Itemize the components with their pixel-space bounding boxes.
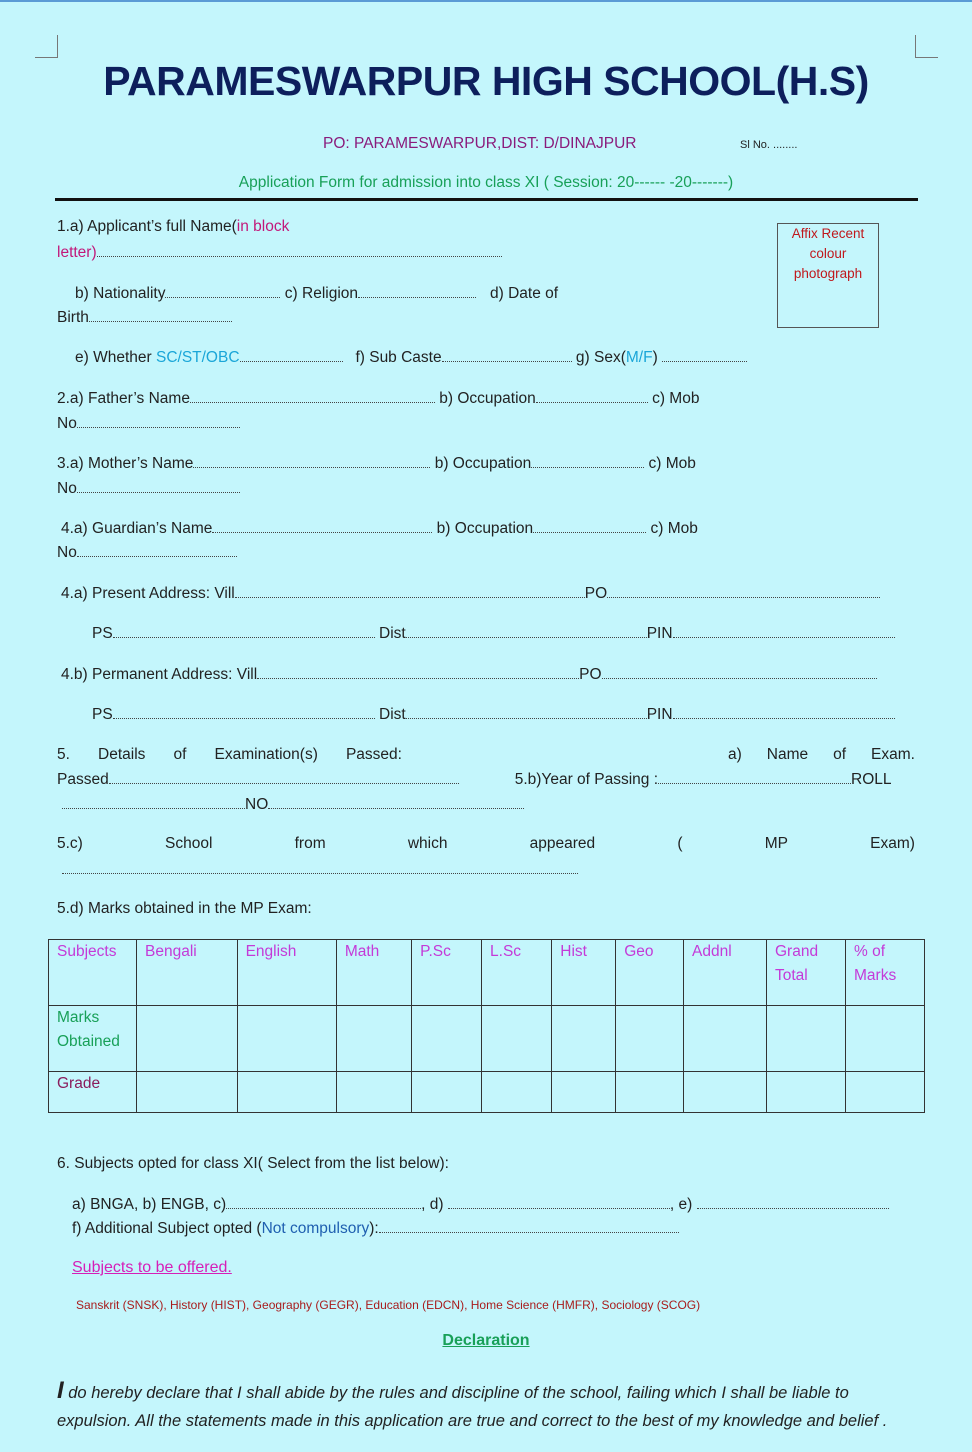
present-ps-line: [92, 623, 895, 644]
guardian-mob-line: [57, 542, 237, 563]
label: g) Sex(: [575, 349, 626, 366]
mother-mob-field[interactable]: [77, 478, 240, 493]
marks-table: [48, 939, 925, 1113]
cell[interactable]: [336, 1072, 411, 1113]
word: 5.c): [57, 835, 83, 852]
header-cell: Addnl: [684, 940, 767, 1006]
nationality-field[interactable]: [165, 283, 280, 298]
word: 5.: [57, 746, 70, 763]
father-mob-field[interactable]: [77, 413, 240, 428]
photo-label: colour: [809, 246, 847, 261]
subject-c-field[interactable]: [226, 1194, 421, 1209]
subject-d-field[interactable]: [448, 1194, 670, 1209]
label: 3.a) Mother’s Name: [57, 455, 194, 472]
header-cell: P.Sc: [412, 940, 482, 1006]
word: which: [407, 835, 448, 852]
cell[interactable]: [237, 1072, 336, 1113]
header-cell: Hist: [552, 940, 616, 1006]
label: Dist: [379, 625, 406, 642]
table-row: [49, 1006, 925, 1072]
word: Name: [766, 746, 809, 763]
form-subtitle: Application Form for admission into class XI ( Session: 20------ -20-------): [238, 174, 734, 191]
subject-e-field[interactable]: [697, 1194, 889, 1209]
corner-mark: [35, 35, 58, 58]
caste-category-field[interactable]: [240, 347, 343, 362]
row-label: Marks Obtained: [49, 1006, 137, 1072]
cell[interactable]: [552, 1072, 616, 1113]
label: c) Religion: [284, 285, 359, 302]
subjects-offered-list: Sanskrit (SNSK), History (HIST), Geography (GEGR), Education (EDCN), Home Science (HMFR), Sociology (SCOG): [76, 1298, 701, 1312]
q1efg-line: [75, 347, 747, 368]
q6-title: 6. Subjects opted for class XI( Select from the list below):: [57, 1155, 449, 1172]
label: d) Date of: [490, 285, 559, 302]
present-address-line: [61, 583, 880, 604]
label: ROLL: [851, 771, 892, 788]
header-cell: % of Marks: [846, 940, 925, 1006]
q5-heading: [57, 745, 402, 765]
father-name-field[interactable]: [190, 388, 435, 403]
father-line: [57, 388, 699, 409]
header-cell: Subjects: [49, 940, 137, 1006]
additional-subject-field[interactable]: [379, 1218, 679, 1233]
dob-field[interactable]: [89, 307, 232, 322]
permanent-dist-field[interactable]: [406, 704, 647, 719]
q1a-line: [57, 217, 289, 237]
cell[interactable]: [684, 1006, 767, 1072]
name-field[interactable]: [97, 242, 502, 257]
permanent-po-field[interactable]: [602, 664, 877, 679]
school-title: PARAMESWARPUR HIGH SCHOOL(H.S): [103, 58, 869, 104]
cell[interactable]: [846, 1006, 925, 1072]
word: Passed:: [345, 746, 402, 763]
present-ps-field[interactable]: [113, 623, 375, 638]
cell[interactable]: [616, 1006, 684, 1072]
word: a): [728, 746, 742, 763]
label: No: [57, 480, 77, 497]
word: School: [165, 835, 213, 852]
label: ): [652, 349, 658, 366]
header-rule: [55, 198, 918, 201]
word: Details: [98, 746, 146, 763]
exam-name-field[interactable]: [109, 769, 459, 784]
present-pin-field[interactable]: [673, 623, 895, 638]
guardian-occupation-field[interactable]: [533, 518, 646, 533]
label: 4.b) Permanent Address: Vill: [61, 666, 258, 683]
birth-line: [57, 307, 232, 328]
mother-mob-line: [57, 478, 240, 499]
q6-subjects-line: [72, 1194, 889, 1215]
label: f) Sub Caste: [355, 349, 442, 366]
mother-name-field[interactable]: [193, 453, 430, 468]
q5d-label: 5.d) Marks obtained in the MP Exam:: [57, 900, 312, 917]
serial-number: Sl No. ........: [740, 139, 798, 151]
religion-field[interactable]: [358, 283, 476, 298]
cell[interactable]: [552, 1006, 616, 1072]
top-border: [0, 0, 972, 2]
word: of: [173, 746, 187, 763]
permanent-pin-field[interactable]: [673, 704, 895, 719]
cell[interactable]: [482, 1072, 552, 1113]
label: No: [57, 415, 77, 432]
label: e) Whether: [75, 349, 156, 366]
declaration-text: [57, 1377, 902, 1435]
word: appeared: [529, 835, 596, 852]
school-address: PO: PARAMESWARPUR,DIST: D/DINAJPUR: [323, 135, 637, 152]
word: from: [294, 835, 326, 852]
sex-field[interactable]: [662, 347, 747, 362]
label: b) Occupation: [439, 390, 536, 407]
photo-label: photograph: [793, 266, 863, 281]
permanent-vill-field[interactable]: [257, 664, 579, 679]
q6f-line: [72, 1218, 679, 1239]
present-po-field[interactable]: [607, 583, 880, 598]
hint: in block: [236, 218, 290, 235]
q5-passed-line: [57, 769, 892, 790]
cell[interactable]: [767, 1072, 846, 1113]
school-line: [62, 859, 578, 880]
label: Dist: [379, 706, 406, 723]
q5a-heading: [728, 745, 915, 765]
label: PIN: [646, 625, 673, 642]
word: Exam.: [871, 746, 915, 763]
label: c) Mob: [652, 390, 700, 407]
q1bcd-line: [75, 283, 558, 304]
cell[interactable]: [482, 1006, 552, 1072]
present-vill-field[interactable]: [235, 583, 585, 598]
header-cell: English: [237, 940, 336, 1006]
permanent-address-line: [61, 664, 877, 685]
permanent-ps-line: [92, 704, 895, 725]
label: PS: [92, 625, 113, 642]
word: Exam): [870, 835, 915, 852]
header-cell: L.Sc: [482, 940, 552, 1006]
photo-label: Affix Recent: [791, 226, 865, 241]
corner-mark: [915, 35, 938, 58]
label: PO: [579, 666, 602, 683]
cell[interactable]: [616, 1072, 684, 1113]
label: ):: [369, 1220, 379, 1237]
q5c-line: [57, 834, 915, 854]
label: b) Occupation: [434, 455, 532, 472]
cell[interactable]: [336, 1006, 411, 1072]
cell[interactable]: [137, 1006, 238, 1072]
guardian-mob-field[interactable]: [77, 542, 237, 557]
label: , e): [669, 1196, 693, 1213]
label: PIN: [646, 706, 673, 723]
permanent-ps-field[interactable]: [113, 704, 375, 719]
label: PO: [584, 585, 608, 602]
label: a) BNGA, b) ENGB, c): [72, 1196, 227, 1213]
header-cell: Geo: [616, 940, 684, 1006]
label: 2.a) Father’s Name: [57, 390, 190, 407]
guardian-line: [61, 518, 698, 539]
label: Passed: [57, 771, 109, 788]
label: Birth: [57, 309, 89, 326]
guardian-name-field[interactable]: [212, 518, 432, 533]
father-mob-line: [57, 413, 240, 434]
cell[interactable]: [684, 1072, 767, 1113]
label: 1.a) Applicant’s full Name(: [57, 218, 237, 235]
roll-no-line: [62, 794, 524, 815]
q1a-line2: [57, 242, 502, 263]
label: c) Mob: [650, 520, 698, 537]
subjects-offered-heading: Subjects to be offered.: [72, 1259, 232, 1276]
label: PS: [92, 706, 113, 723]
cell[interactable]: [237, 1006, 336, 1072]
label: No: [57, 544, 77, 561]
cell[interactable]: [767, 1006, 846, 1072]
hint: letter): [57, 244, 97, 261]
cell[interactable]: [412, 1072, 482, 1113]
cell[interactable]: [412, 1006, 482, 1072]
declaration-heading: Declaration: [442, 1332, 530, 1349]
dropcap: I: [57, 1377, 64, 1404]
present-dist-field[interactable]: [406, 623, 647, 638]
label: b) Nationality: [75, 285, 166, 302]
no-field[interactable]: [268, 794, 524, 809]
label: 5.b)Year of Passing :: [514, 771, 659, 788]
label: NO: [245, 796, 269, 813]
word: Examination(s): [214, 746, 318, 763]
label: b) Occupation: [436, 520, 534, 537]
year-field[interactable]: [658, 769, 851, 784]
word: (: [677, 835, 683, 852]
cell[interactable]: [846, 1072, 925, 1113]
roll-field[interactable]: [62, 794, 245, 809]
label: f) Additional Subject opted (: [72, 1220, 262, 1237]
cell[interactable]: [137, 1072, 238, 1113]
header-cell: Grand Total: [767, 940, 846, 1006]
row-label: Grade: [49, 1072, 137, 1113]
school-field[interactable]: [62, 859, 578, 874]
mother-line: [57, 453, 696, 474]
photo-box: [777, 223, 879, 328]
header-cell: Math: [336, 940, 411, 1006]
label: , d): [421, 1196, 444, 1213]
mother-occupation-field[interactable]: [531, 453, 644, 468]
declaration-body: do hereby declare that I shall abide by the rules and discipline of the school, failing which I shall be liable to expulsion. All the statements made in this application are true and correct to the best of my knowledge and belief .: [57, 1384, 888, 1430]
hint: Not compulsory: [261, 1220, 370, 1237]
header-cell: Bengali: [137, 940, 238, 1006]
label: c) Mob: [648, 455, 696, 472]
hint: M/F: [625, 349, 653, 366]
label: 4.a) Present Address: Vill: [61, 585, 235, 602]
table-row: [49, 1072, 925, 1113]
table-header-row: [49, 940, 925, 1006]
word: of: [833, 746, 847, 763]
subcaste-field[interactable]: [442, 347, 572, 362]
word: MP: [764, 835, 788, 852]
hint: SC/ST/OBC: [155, 349, 240, 366]
label: 4.a) Guardian’s Name: [61, 520, 213, 537]
father-occupation-field[interactable]: [536, 388, 648, 403]
